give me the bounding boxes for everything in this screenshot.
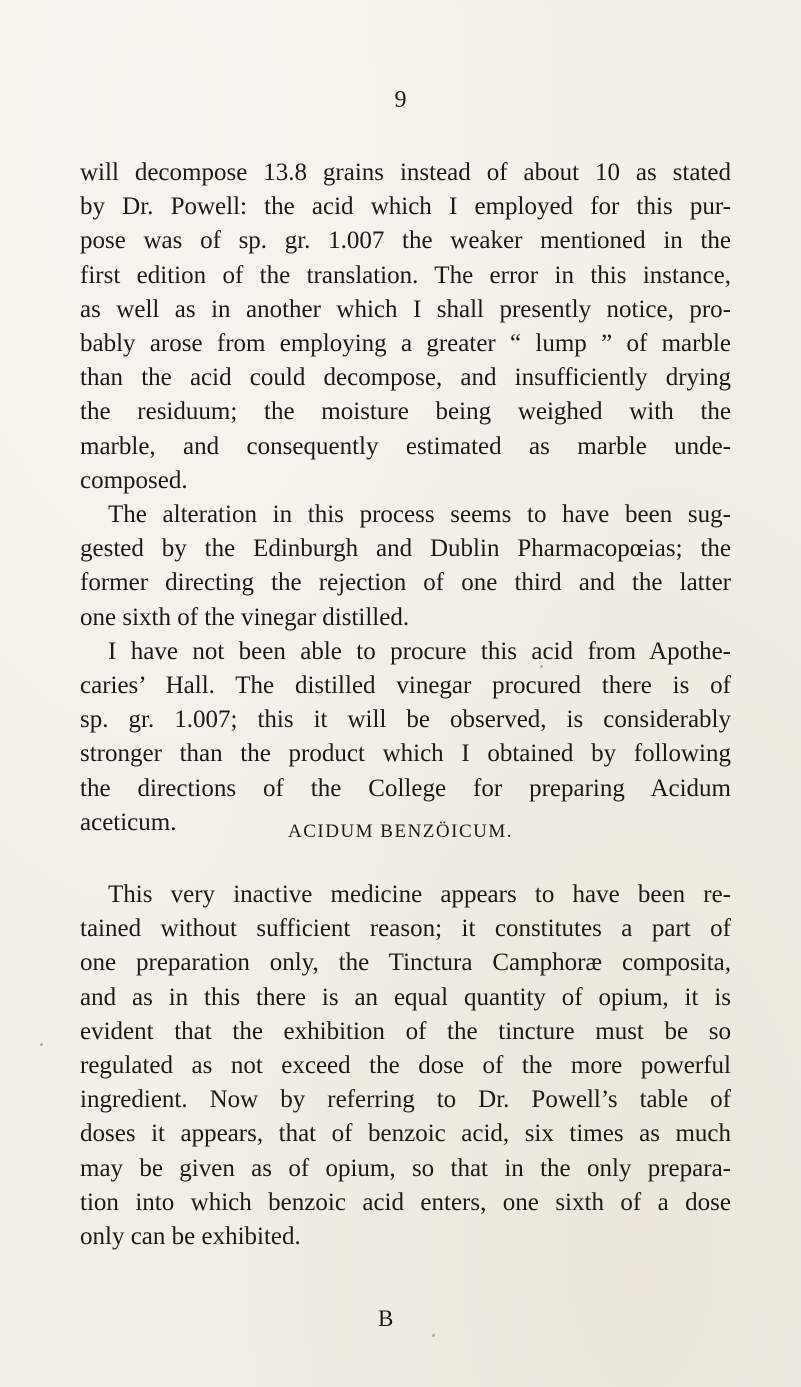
text-line: tained without sufficient reason; it constitutes a part of xyxy=(80,915,731,943)
signature-mark: B xyxy=(378,1306,394,1331)
text-line: I have not been able to procure this acid from Apothe- xyxy=(108,637,731,665)
text-line: will decompose 13.8 grains instead of about 10 as stated xyxy=(80,159,731,186)
text-line: the directions of the College for preparing Acidum xyxy=(80,774,731,802)
text-line: only can be exhibited. xyxy=(80,1223,301,1251)
text-line: than the acid could decompose, and insufficiently drying xyxy=(80,364,731,392)
text-line: the residuum; the moisture being weighed with the xyxy=(80,398,731,426)
text-line: may be given as of opium, so that in the only prepara- xyxy=(80,1154,731,1182)
text-line: as well as in another which I shall presently notice, pro- xyxy=(80,295,731,323)
text-line: The alteration in this process seems to have been sug- xyxy=(108,501,731,529)
paper-speck xyxy=(40,1043,43,1046)
text-line: evident that the exhibition of the tincture must be so xyxy=(80,1017,731,1045)
text-line: pose was of sp. gr. 1.007 the weaker mentioned in the xyxy=(80,227,731,255)
text-line: composed. xyxy=(80,466,188,494)
text-block-lower xyxy=(80,878,731,1254)
text-line: one sixth of the vinegar distilled. xyxy=(80,603,410,631)
text-line: first edition of the translation. The error in this instance, xyxy=(80,261,731,289)
text-line: This very inactive medicine appears to have been re- xyxy=(108,881,731,908)
text-line: former directing the rejection of one third and the latter xyxy=(80,569,731,597)
text-line: marble, and consequently estimated as marble unde- xyxy=(80,432,731,460)
paragraph-continuation xyxy=(80,156,731,498)
text-block-upper xyxy=(80,156,731,840)
text-line: stronger than the product which I obtained by following xyxy=(80,740,731,768)
text-line: aceticum. xyxy=(80,808,177,836)
text-line: sp. gr. 1.007; this it will be observed, is considerably xyxy=(80,706,731,734)
paper-speck xyxy=(432,1334,435,1337)
text-line: gested by the Edinburgh and Dublin Pharmacopœias; the xyxy=(80,535,731,563)
paragraph-benzoic xyxy=(80,878,731,1254)
text-line: by Dr. Powell: the acid which I employed for this pur- xyxy=(80,193,731,221)
paper-speck xyxy=(540,665,543,668)
text-line: one preparation only, the Tinctura Camphoræ composita, xyxy=(80,949,731,977)
page-number: 9 xyxy=(394,87,407,113)
text-line: tion into which benzoic acid enters, one sixth of a dose xyxy=(80,1188,731,1216)
text-line: and as in this there is an equal quantity of opium, it is xyxy=(80,983,731,1011)
text-line: doses it appears, that of benzoic acid, six times as much xyxy=(80,1120,731,1148)
section-heading: ACIDUM BENZÖICUM. xyxy=(288,821,513,842)
paragraph-alteration xyxy=(80,498,731,635)
text-line: caries’ Hall. The distilled vinegar procured there is of xyxy=(80,672,731,700)
paragraph-apothecaries xyxy=(80,635,731,840)
text-line: ingredient. Now by referring to Dr. Powell’s table of xyxy=(80,1086,731,1114)
text-line: regulated as not exceed the dose of the more powerful xyxy=(80,1052,731,1080)
text-line: bably arose from employing a greater “ lump ” of marble xyxy=(80,330,731,358)
